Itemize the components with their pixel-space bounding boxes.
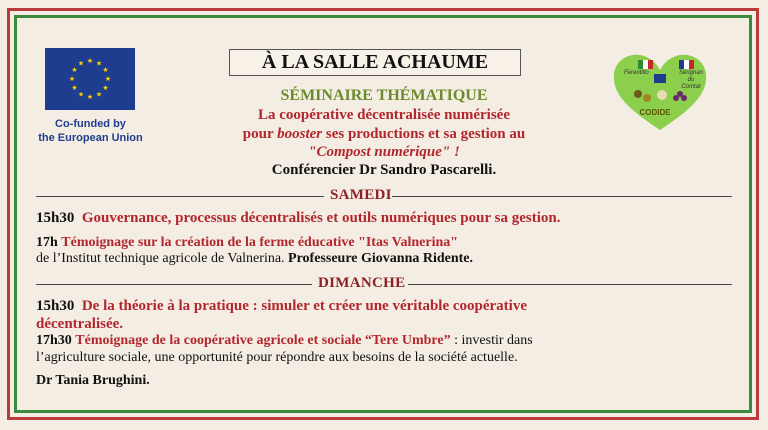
svg-text:★: ★ [68,75,76,83]
saturday-item-2-line-2: de l’Institut technique agricole de Valnerina. Professeure Giovanna Ridente. [36,251,474,266]
codide-town-right: Sérignan du Comtat [678,70,704,90]
eu-caption: Co-funded by the European Union [38,118,143,144]
svg-text:★: ★ [102,66,109,74]
sunday-heading: DIMANCHE [318,275,406,291]
location-title: À LA SALLE ACHAUME [229,49,521,76]
divider-right [392,196,732,197]
speaker-line: Conférencier Dr Sandro Pascarelli. [271,162,497,178]
svg-text:★: ★ [86,93,94,101]
svg-text:★: ★ [77,90,85,99]
description-line-2: pour booster ses productions et sa gestion au [242,126,526,142]
divider-left [36,196,324,197]
saturday-heading: SAMEDI [330,187,392,203]
svg-text:★: ★ [71,66,78,74]
svg-text:★: ★ [104,75,112,83]
divider-right [408,284,732,285]
svg-text:★: ★ [95,59,103,68]
svg-text:★: ★ [77,59,85,68]
svg-text:★: ★ [95,90,103,99]
divider-left [36,284,312,285]
codide-town-left: Ferentillo [624,70,649,76]
sunday-item-1-line-2: décentralisée. [36,316,124,332]
svg-text:★: ★ [86,57,94,65]
svg-text:★: ★ [102,84,109,92]
sunday-item-2: 17h30 Témoignage de la coopérative agricole et sociale “Tere Umbre” : investir dans [36,333,533,348]
description-line-3: "Compost numérique" ! [308,144,460,160]
codide-label: CODIDE [639,108,671,117]
description-line-1: La coopérative décentralisée numérisée [257,107,510,123]
sunday-item-2-speaker: Dr Tania Brughini. [36,373,150,388]
saturday-item-2: 17h Témoignage sur la création de la ferme éducative "Itas Valnerina" [36,235,459,250]
sunday-item-1: 15h30 De la théorie à la pratique : simuler et créer une véritable coopérative [36,298,527,314]
sunday-item-2-line-2: l’agriculture sociale, une opportunité pour répondre aux besoins de la société actuelle. [36,350,518,365]
saturday-item-1: 15h30 Gouvernance, processus décentralisés et outils numériques pour sa gestion. [36,210,561,226]
seminar-subtitle: SÉMINAIRE THÉMATIQUE [280,87,488,104]
svg-text:★: ★ [71,84,78,92]
